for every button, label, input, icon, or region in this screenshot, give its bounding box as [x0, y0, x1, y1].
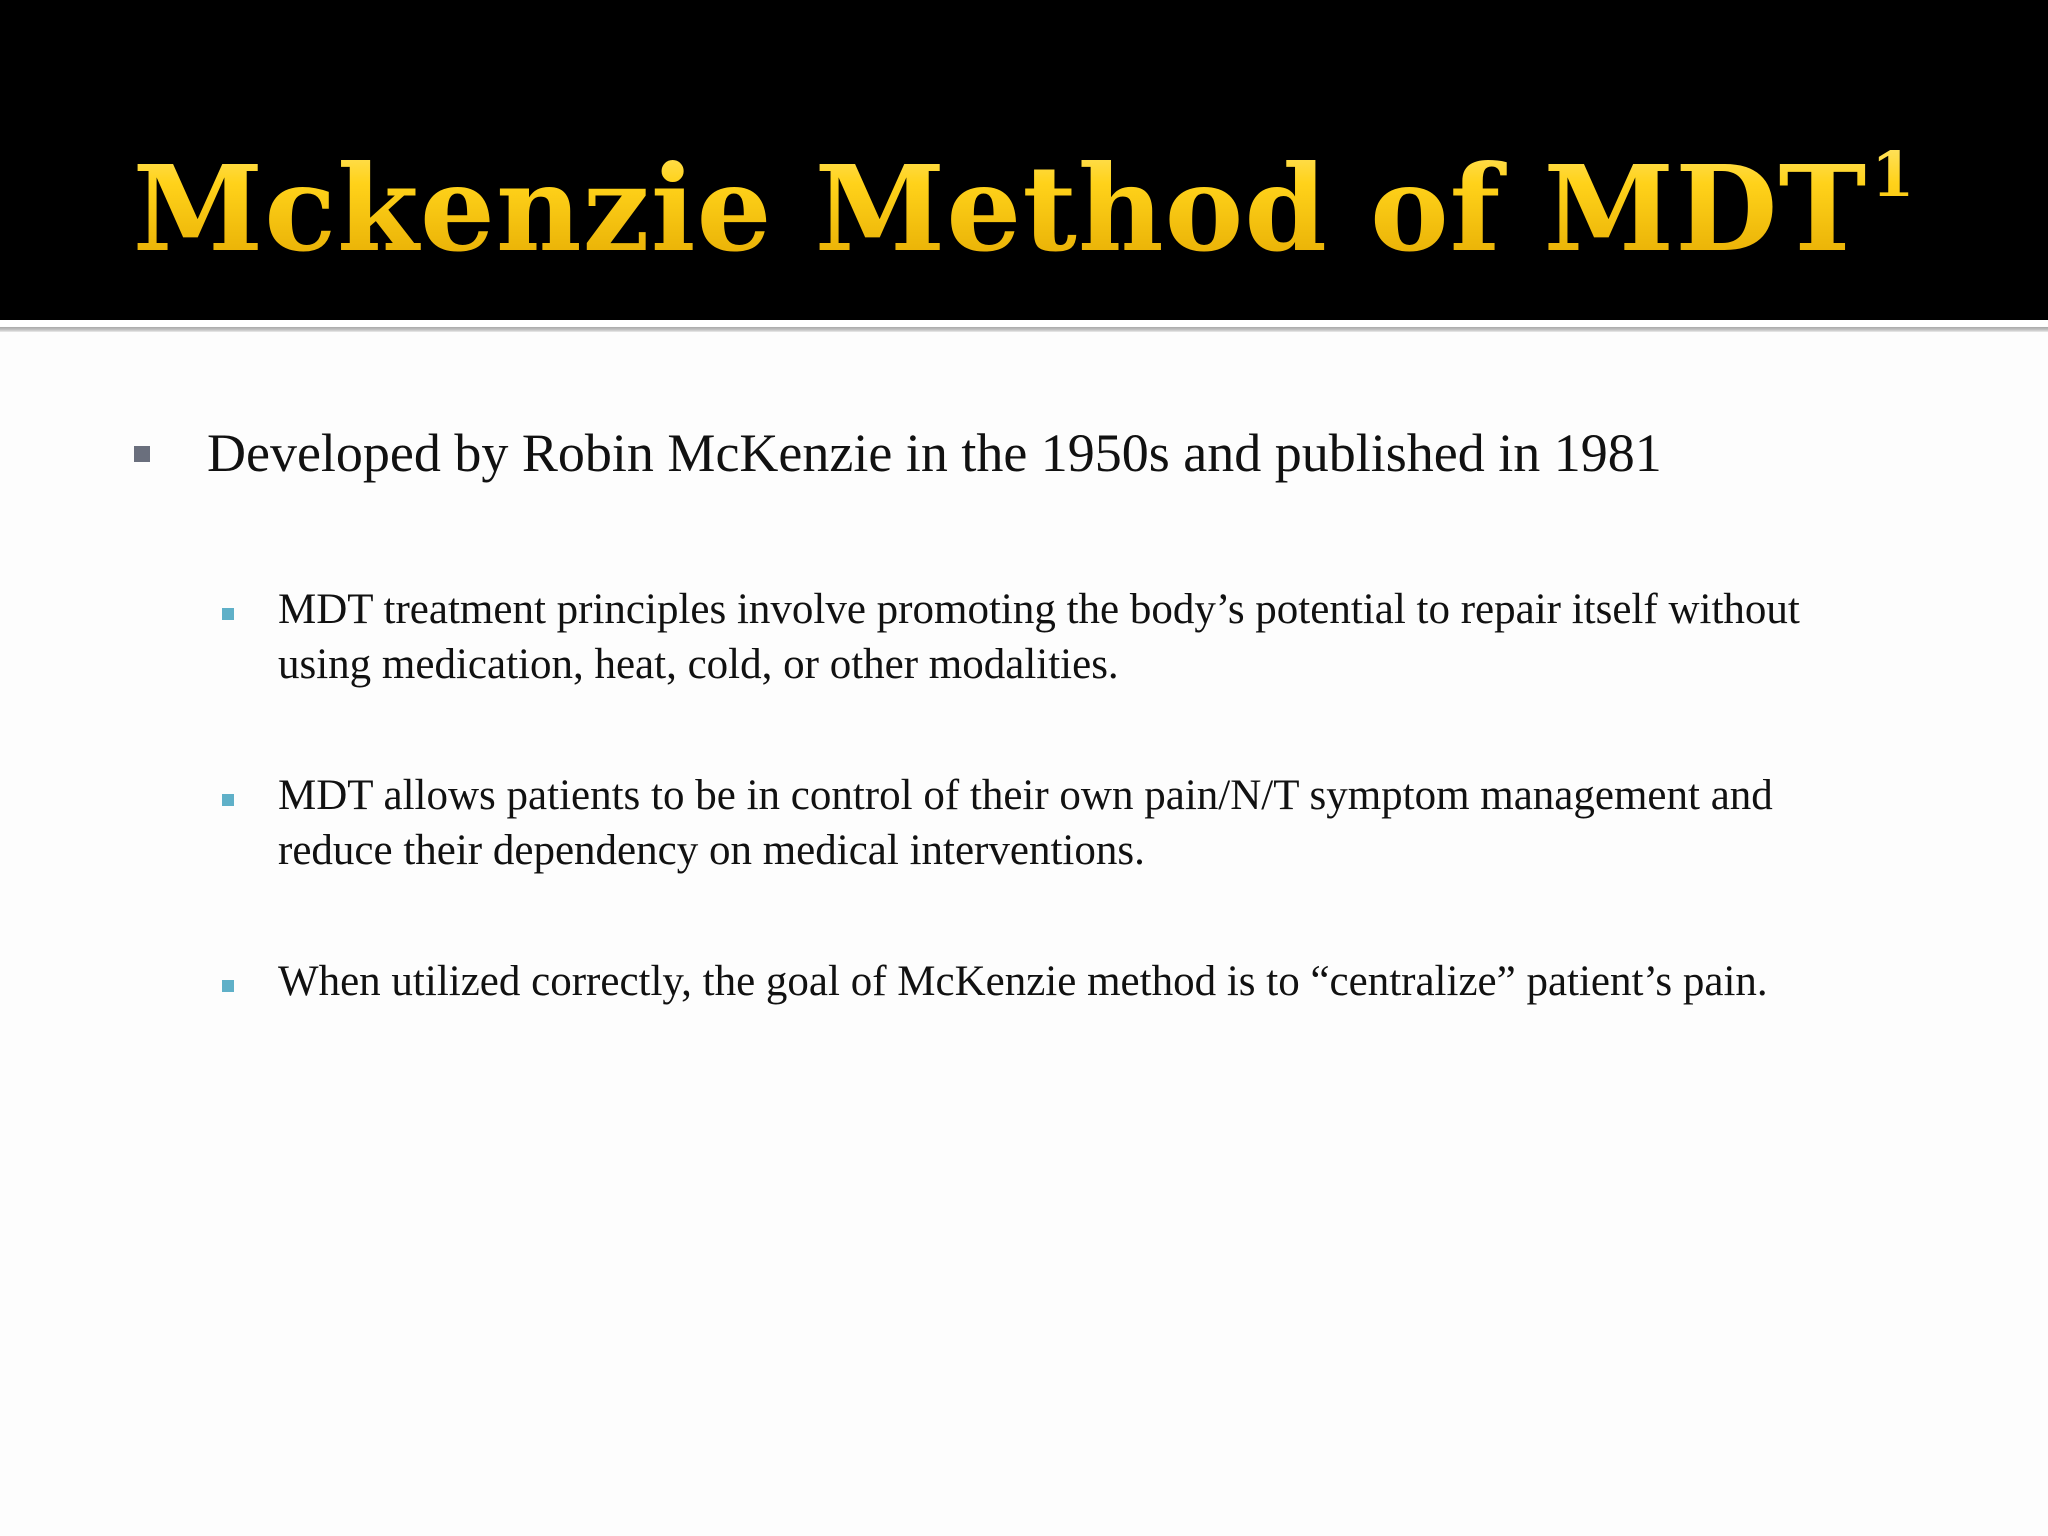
sub-bullet-line: using medication, heat, cold, or other modalities. — [278, 641, 1119, 688]
slide-title-superscript: 1 — [1871, 138, 1916, 211]
square-bullet-icon — [222, 980, 234, 992]
sub-bullet-line: MDT allows patients to be in control of their own pain/N/T symptom management and — [278, 772, 1773, 819]
sub-bullet-text — [278, 582, 1918, 692]
bullet-level1-text: Developed by Robin McKenzie in the 1950s and published in 1981 — [207, 423, 1662, 483]
sub-bullet-line: MDT treatment principles involve promoting the body’s potential to repair itself without — [278, 586, 1800, 633]
square-bullet-icon — [134, 446, 150, 462]
sub-bullet-line: reduce their dependency on medical interventions. — [278, 827, 1145, 874]
slide-title-text: Mckenzie Method of MDT — [132, 139, 1868, 278]
square-bullet-icon — [222, 608, 234, 620]
sub-bullet-text — [278, 768, 1918, 878]
sub-bullet-text — [278, 954, 1918, 1009]
square-bullet-icon — [222, 794, 234, 806]
sub-bullet-line: When utilized correctly, the goal of McKenzie method is to “centralize” patient’s pain. — [278, 958, 1768, 1005]
